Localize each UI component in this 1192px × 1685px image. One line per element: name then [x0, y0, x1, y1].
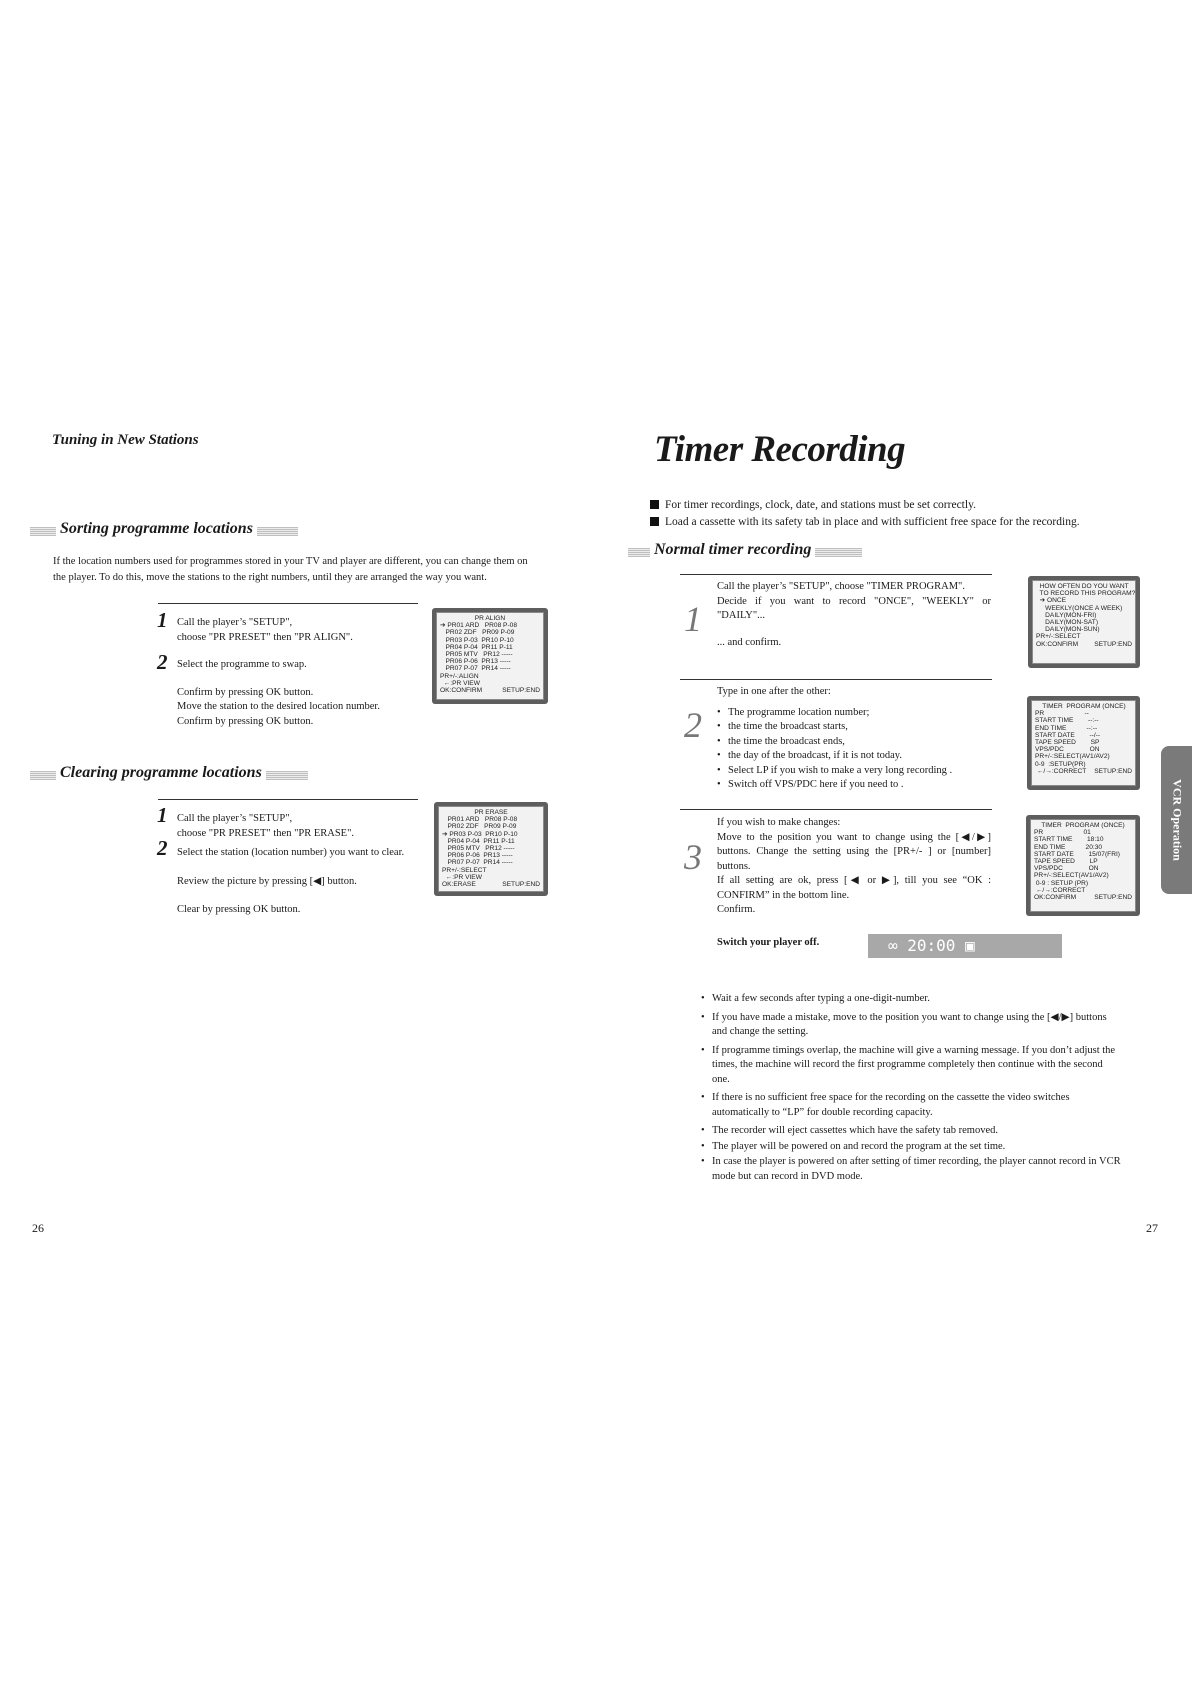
step-line: Confirm by pressing OK button. — [177, 686, 314, 698]
step-bullet: • Switch off VPS/PDC here if you need to . — [717, 778, 993, 793]
timer-program-filled-screen — [1026, 815, 1140, 916]
step-line: Select the station (location number) you want to clear. — [177, 847, 405, 858]
screen-row: VPS/PDC ON — [1035, 746, 1100, 754]
how-often-screen — [1028, 576, 1140, 668]
pr-erase-screen — [434, 802, 548, 896]
screen-row: START TIME --:-- — [1035, 717, 1099, 725]
screen-row: DAILY(MON-FRI) — [1036, 611, 1097, 619]
screen-row: SETUP:END — [1094, 894, 1132, 902]
screen-row: OK:ERASE — [442, 881, 476, 889]
timer-step1-text — [717, 580, 991, 650]
timer-step2-text — [717, 685, 993, 793]
screen-row: PR05 MTV PR12 ----- — [442, 845, 515, 853]
side-tab — [1161, 746, 1192, 894]
sorting-step2-text — [177, 658, 380, 729]
tip-item: • If programme timings overlap, the machine will give a warning message. If you don’t adjust the times, the machine will record the first programme completely then continue with the second one. — [701, 1044, 1121, 1088]
screen-row: SETUP:END — [502, 881, 540, 889]
screen-row: OK:CONFIRM — [1034, 894, 1077, 902]
clearing-step2-text — [177, 846, 404, 918]
screen-row: PR01 ARD PR08 P-08 — [442, 816, 518, 824]
step-number: 1 — [157, 608, 168, 632]
step-line: Select the programme to swap. — [177, 659, 307, 670]
tip-item: • If you have made a mistake, move to the position you want to change using the [◀/▶] buttons and change the setting. — [701, 1011, 1121, 1040]
screen-row: PR+/-:SELECT — [442, 866, 487, 874]
screen-title: PR ALIGN — [474, 615, 506, 622]
tip-item: • In case the player is powered on after setting of timer recording, the player cannot record in VCR mode but can record in DVD mode. — [701, 1155, 1121, 1184]
step-number: 3 — [684, 837, 702, 877]
tip-item: • If there is no sufficient free space for the recording on the cassette the video switches automatically to “LP” for double recording capacity. — [701, 1091, 1121, 1120]
timer-step3-text — [717, 816, 991, 918]
note-item: For timer recordings, clock, date, and stations must be set correctly. — [650, 497, 1130, 514]
step-line: If all setting are ok, press [◀ or ▶], till you see “OK : — [717, 875, 991, 886]
step-line: choose "PR PRESET" then "PR ERASE". — [177, 827, 354, 839]
screen-row: PR03 P-03 PR10 P-10 — [440, 636, 514, 644]
step-line: Confirm. — [717, 904, 756, 915]
screen-row: DAILY(MON-SUN) — [1036, 626, 1100, 634]
screen-row: START DATE --/-- — [1035, 731, 1101, 739]
step-number: 2 — [684, 705, 702, 745]
step-line: Move to the position you want to change using the [◀/▶] — [717, 831, 991, 843]
screen-row: 0-9 :SETUP(PR) — [1035, 760, 1086, 768]
sorting-title-text: Sorting programme locations — [56, 520, 257, 538]
pr-align-screen — [432, 608, 548, 704]
step-line: Clear by pressing OK button. — [177, 904, 301, 915]
step-line: If you wish to make changes: — [717, 817, 841, 828]
screen-row: ←/→:CORRECT — [1035, 767, 1087, 775]
page-number-left: 26 — [32, 1221, 44, 1235]
step-line: Type in one after the other: — [717, 686, 831, 697]
divider — [680, 574, 992, 575]
normal-timer-title-text: Normal timer recording — [650, 541, 815, 559]
tip-item: • Wait a few seconds after typing a one-digit-number. — [701, 992, 1121, 1007]
note-item: Load a cassette with its safety tab in place and with sufficient free space for the recording. — [650, 514, 1130, 531]
screen-row: ←:PR VIEW — [440, 679, 480, 687]
step-line: Decide if you want to record "ONCE", "WEEKLY" or — [717, 595, 991, 607]
screen-row: PR+/-:ALIGN — [440, 672, 479, 680]
screen-row: TO RECORD THIS PROGRAM? — [1036, 590, 1136, 598]
screen-row: PR+/-:SELECT(AV1/AV2) — [1035, 753, 1110, 761]
requirements-notes — [650, 497, 1130, 531]
screen-row: PR07 P-07 PR14 ----- — [440, 665, 511, 673]
front-panel-display — [868, 934, 1062, 958]
screen-row: PR02 ZDF PR09 P-09 — [440, 629, 515, 637]
screen-row: PR+/-:SELECT — [1036, 633, 1081, 641]
screen-row: PR+/-:SELECT(AV1/AV2) — [1034, 872, 1109, 880]
step-line: Call the player’s "SETUP", — [177, 813, 293, 824]
clearing-step1-text — [177, 812, 354, 841]
screen-row: PR02 ZDF PR09 P-09 — [442, 823, 517, 831]
step-number: 1 — [684, 599, 702, 639]
screen-row: START TIME 18:10 — [1034, 836, 1104, 844]
intro-line: If the location numbers used for programmes stored in your TV and player are different, you can change them on — [53, 556, 528, 567]
page-title: Timer Recording — [654, 429, 906, 470]
step-bullet: • the time the broadcast ends, — [717, 735, 993, 750]
display-readout: ∞ 20:00 ▣ — [888, 936, 975, 955]
step-bullet: • the time the broadcast starts, — [717, 720, 993, 735]
sorting-section-title — [30, 520, 298, 540]
screen-row: PR -- — [1035, 710, 1089, 718]
timer-program-empty-screen — [1027, 696, 1140, 790]
switch-off-instruction: Switch your player off. — [717, 937, 820, 948]
tip-item: • The player will be powered on and record the program at the set time. — [701, 1140, 1121, 1155]
screen-row: WEEKLY(ONCE A WEEK) — [1036, 604, 1123, 612]
normal-timer-section-title — [628, 541, 862, 561]
step-line: Review the picture by pressing [◀] button. — [177, 875, 357, 887]
divider — [158, 603, 418, 604]
screen-row: END TIME --:-- — [1035, 724, 1098, 732]
divider — [680, 679, 992, 680]
screen-row: HOW OFTEN DO YOU WANT — [1036, 583, 1129, 590]
screen-row: PR05 MTV PR12 ----- — [440, 651, 513, 659]
step-line: Move the station to the desired location number. — [177, 701, 380, 712]
screen-row: TAPE SPEED LP — [1034, 858, 1098, 866]
screen-row: PR 01 — [1034, 829, 1091, 837]
side-tab-label: VCR Operation — [1170, 779, 1184, 861]
screen-row: DAILY(MON-SAT) — [1036, 619, 1099, 627]
screen-row: OK:CONFIRM — [440, 687, 483, 695]
page-header: Tuning in New Stations — [52, 432, 199, 448]
step-line: Call the player’s "SETUP", — [177, 617, 293, 628]
step-line: buttons. Change the setting using the [PR+/- ] or [number] — [717, 846, 991, 857]
tips-list — [701, 992, 1121, 1184]
screen-row: TAPE SPEED SP — [1035, 739, 1100, 747]
screen-row: ➔ PR01 ARD PR08 P-08 — [440, 622, 517, 630]
screen-row: TIMER PROGRAM (ONCE) — [1035, 703, 1126, 710]
screen-row: ➔ ONCE — [1036, 597, 1067, 605]
page-number-right: 27 — [1146, 1221, 1158, 1235]
divider — [158, 799, 418, 800]
step-line: CONFIRM” in the bottom line. — [717, 889, 850, 901]
step-line: choose "PR PRESET" then "PR ALIGN". — [177, 631, 353, 643]
step-number: 1 — [157, 803, 168, 827]
step-line: ... and confirm. — [717, 636, 782, 648]
screen-row: PR04 P-04 PR11 P-11 — [440, 643, 513, 651]
sorting-intro — [53, 554, 563, 586]
screen-row: PR06 P-06 PR13 ----- — [442, 852, 513, 860]
screen-row: OK:CONFIRM — [1036, 640, 1079, 648]
step-bullet: • the day of the broadcast, if it is not today. — [717, 749, 993, 764]
intro-line: the player. To do this, move the stations to the right numbers, until they are arranged the way you want. — [53, 572, 487, 583]
screen-row: PR04 P-04 PR11 P-11 — [442, 837, 515, 845]
screen-row: 0-9 : SETUP (PR) — [1034, 879, 1089, 887]
screen-row: VPS/PDC ON — [1034, 865, 1099, 873]
screen-row: PR06 P-06 PR13 ----- — [440, 658, 511, 666]
screen-row: SETUP:END — [502, 687, 540, 695]
step-bullet: • The programme location number; — [717, 706, 993, 721]
step-line: Confirm by pressing OK button. — [177, 715, 314, 727]
step-line: Call the player’s "SETUP", choose "TIMER PROGRAM". — [717, 581, 965, 592]
tip-item: • The recorder will eject cassettes which have the safety tab removed. — [701, 1124, 1121, 1139]
screen-row: ←/→:CORRECT — [1034, 886, 1086, 894]
screen-title: PR ERASE — [474, 809, 508, 816]
step-line: "DAILY"... — [717, 610, 766, 621]
divider — [680, 809, 992, 810]
step-bullet: • Select LP if you wish to make a very long recording . — [717, 764, 993, 779]
screen-row: START DATE 15/07(FRI) — [1034, 850, 1120, 858]
step-line: buttons. — [717, 860, 751, 872]
sorting-step1-text — [177, 616, 353, 645]
screen-row: ➔ PR03 P-03 PR10 P-10 — [442, 830, 518, 838]
step-number: 2 — [157, 836, 168, 860]
screen-row: PR07 P-07 PR14 ----- — [442, 859, 513, 867]
screen-row: TIMER PROGRAM (ONCE) — [1034, 822, 1125, 829]
screen-row: ←:PR VIEW — [442, 873, 482, 881]
clearing-title-text: Clearing programme locations — [56, 764, 266, 782]
clearing-section-title — [30, 764, 308, 784]
step-number: 2 — [157, 650, 168, 674]
screen-row: SETUP:END — [1094, 767, 1132, 775]
screen-row: SETUP:END — [1094, 640, 1132, 648]
screen-row: END TIME 20:30 — [1034, 843, 1103, 851]
